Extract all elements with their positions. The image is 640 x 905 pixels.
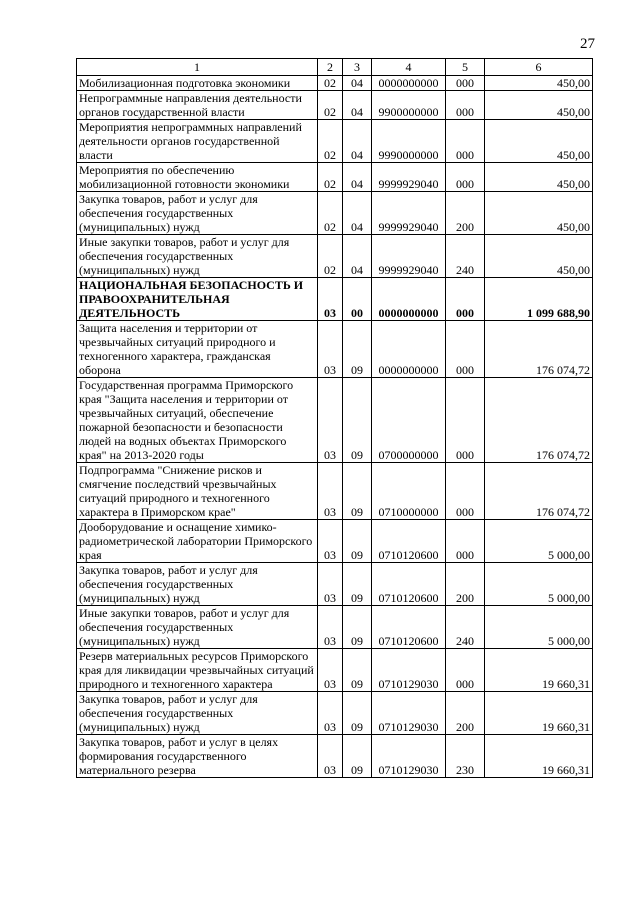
row-subsection-cell: 09 bbox=[343, 606, 372, 649]
budget-table bbox=[76, 58, 593, 778]
header-row bbox=[77, 59, 593, 76]
row-amount-cell: 5 000,00 bbox=[485, 563, 593, 606]
row-name-cell: Мероприятия по обеспечению мобилизационной готовности экономики bbox=[77, 163, 318, 192]
row-target-code-cell: 9999929040 bbox=[372, 235, 446, 278]
table-row bbox=[77, 235, 593, 278]
row-section-cell: 03 bbox=[318, 321, 343, 378]
row-name-cell: НАЦИОНАЛЬНАЯ БЕЗОПАСНОСТЬ И ПРАВООХРАНИТЕЛЬНАЯ ДЕЯТЕЛЬНОСТЬ bbox=[77, 278, 318, 321]
row-subsection-cell: 04 bbox=[343, 91, 372, 120]
row-section-cell: 02 bbox=[318, 120, 343, 163]
row-amount-cell: 450,00 bbox=[485, 192, 593, 235]
header-cell-2: 2 bbox=[318, 59, 343, 76]
row-expense-type-cell: 000 bbox=[446, 463, 485, 520]
table-row bbox=[77, 649, 593, 692]
row-expense-type-cell: 000 bbox=[446, 378, 485, 463]
table-row bbox=[77, 463, 593, 520]
row-target-code-cell: 0710120600 bbox=[372, 520, 446, 563]
row-subsection-cell: 09 bbox=[343, 463, 372, 520]
row-amount-cell: 450,00 bbox=[485, 120, 593, 163]
row-section-cell: 02 bbox=[318, 76, 343, 91]
row-name-cell: Мероприятия непрограммных направлений деятельности органов государственной власти bbox=[77, 120, 318, 163]
table-row bbox=[77, 735, 593, 778]
row-amount-cell: 19 660,31 bbox=[485, 692, 593, 735]
header-cell-3: 3 bbox=[343, 59, 372, 76]
row-subsection-cell: 04 bbox=[343, 235, 372, 278]
row-amount-cell: 5 000,00 bbox=[485, 520, 593, 563]
row-expense-type-cell: 200 bbox=[446, 563, 485, 606]
row-section-cell: 03 bbox=[318, 735, 343, 778]
row-subsection-cell: 09 bbox=[343, 520, 372, 563]
table-row bbox=[77, 520, 593, 563]
row-amount-cell: 1 099 688,90 bbox=[485, 278, 593, 321]
row-amount-cell: 450,00 bbox=[485, 76, 593, 91]
table-row bbox=[77, 76, 593, 91]
row-target-code-cell: 0700000000 bbox=[372, 378, 446, 463]
row-target-code-cell: 0710000000 bbox=[372, 463, 446, 520]
row-section-cell: 03 bbox=[318, 520, 343, 563]
table-row bbox=[77, 192, 593, 235]
row-section-cell: 02 bbox=[318, 91, 343, 120]
row-name-cell: Закупка товаров, работ и услуг в целях формирования государственного материального резерва bbox=[77, 735, 318, 778]
table-row bbox=[77, 378, 593, 463]
row-target-code-cell: 0710129030 bbox=[372, 735, 446, 778]
table-row-section-total bbox=[77, 278, 593, 321]
row-section-cell: 03 bbox=[318, 463, 343, 520]
row-target-code-cell: 0000000000 bbox=[372, 278, 446, 321]
row-expense-type-cell: 200 bbox=[446, 192, 485, 235]
row-amount-cell: 176 074,72 bbox=[485, 378, 593, 463]
row-name-cell: Иные закупки товаров, работ и услуг для обеспечения государственных (муниципальных) нужд bbox=[77, 606, 318, 649]
row-subsection-cell: 04 bbox=[343, 192, 372, 235]
row-section-cell: 03 bbox=[318, 649, 343, 692]
row-target-code-cell: 9999929040 bbox=[372, 192, 446, 235]
row-subsection-cell: 09 bbox=[343, 378, 372, 463]
row-subsection-cell: 04 bbox=[343, 120, 372, 163]
table-row bbox=[77, 606, 593, 649]
row-amount-cell: 450,00 bbox=[485, 235, 593, 278]
row-subsection-cell: 00 bbox=[343, 278, 372, 321]
row-expense-type-cell: 000 bbox=[446, 321, 485, 378]
row-target-code-cell: 9990000000 bbox=[372, 120, 446, 163]
row-target-code-cell: 9900000000 bbox=[372, 91, 446, 120]
row-target-code-cell: 9999929040 bbox=[372, 163, 446, 192]
row-expense-type-cell: 000 bbox=[446, 91, 485, 120]
row-name-cell: Закупка товаров, работ и услуг для обеспечения государственных (муниципальных) нужд bbox=[77, 192, 318, 235]
row-section-cell: 02 bbox=[318, 163, 343, 192]
row-target-code-cell: 0710120600 bbox=[372, 606, 446, 649]
row-name-cell: Государственная программа Приморского края "Защита населения и территории от чрезвычайных ситуаций, обеспечение пожарной безопасности и безопасности людей на водных объектах Приморского края" на 2013-2020 годы bbox=[77, 378, 318, 463]
row-expense-type-cell: 000 bbox=[446, 76, 485, 91]
row-expense-type-cell: 240 bbox=[446, 235, 485, 278]
row-target-code-cell: 0710120600 bbox=[372, 563, 446, 606]
row-name-cell: Закупка товаров, работ и услуг для обеспечения государственных (муниципальных) нужд bbox=[77, 692, 318, 735]
row-amount-cell: 5 000,00 bbox=[485, 606, 593, 649]
row-name-cell: Непрограммные направления деятельности органов государственной власти bbox=[77, 91, 318, 120]
row-name-cell: Защита населения и территории от чрезвычайных ситуаций природного и техногенного характера, гражданская оборона bbox=[77, 321, 318, 378]
row-section-cell: 03 bbox=[318, 278, 343, 321]
row-target-code-cell: 0000000000 bbox=[372, 76, 446, 91]
row-subsection-cell: 04 bbox=[343, 76, 372, 91]
row-target-code-cell: 0000000000 bbox=[372, 321, 446, 378]
row-amount-cell: 19 660,31 bbox=[485, 649, 593, 692]
row-amount-cell: 450,00 bbox=[485, 91, 593, 120]
row-amount-cell: 176 074,72 bbox=[485, 321, 593, 378]
header-cell-5: 5 bbox=[446, 59, 485, 76]
header-cell-6: 6 bbox=[485, 59, 593, 76]
table-row bbox=[77, 120, 593, 163]
row-expense-type-cell: 230 bbox=[446, 735, 485, 778]
row-name-cell: Закупка товаров, работ и услуг для обеспечения государственных (муниципальных) нужд bbox=[77, 563, 318, 606]
row-name-cell: Мобилизационная подготовка экономики bbox=[77, 76, 318, 91]
row-subsection-cell: 09 bbox=[343, 735, 372, 778]
row-amount-cell: 450,00 bbox=[485, 163, 593, 192]
row-expense-type-cell: 240 bbox=[446, 606, 485, 649]
row-expense-type-cell: 000 bbox=[446, 649, 485, 692]
row-section-cell: 02 bbox=[318, 192, 343, 235]
row-subsection-cell: 09 bbox=[343, 649, 372, 692]
row-name-cell: Резерв материальных ресурсов Приморского края для ликвидации чрезвычайных ситуаций природного и техногенного характера bbox=[77, 649, 318, 692]
row-expense-type-cell: 000 bbox=[446, 163, 485, 192]
row-section-cell: 03 bbox=[318, 692, 343, 735]
table-row bbox=[77, 163, 593, 192]
row-expense-type-cell: 200 bbox=[446, 692, 485, 735]
row-section-cell: 03 bbox=[318, 378, 343, 463]
row-expense-type-cell: 000 bbox=[446, 278, 485, 321]
row-section-cell: 03 bbox=[318, 563, 343, 606]
row-subsection-cell: 09 bbox=[343, 563, 372, 606]
header-cell-1: 1 bbox=[77, 59, 318, 76]
table-row bbox=[77, 692, 593, 735]
row-subsection-cell: 09 bbox=[343, 692, 372, 735]
row-amount-cell: 19 660,31 bbox=[485, 735, 593, 778]
row-name-cell: Дооборудование и оснащение химико-радиометрической лаборатории Приморского края bbox=[77, 520, 318, 563]
row-subsection-cell: 04 bbox=[343, 163, 372, 192]
row-expense-type-cell: 000 bbox=[446, 120, 485, 163]
page-number: 27 bbox=[580, 36, 595, 52]
row-target-code-cell: 0710129030 bbox=[372, 649, 446, 692]
table-row bbox=[77, 321, 593, 378]
row-name-cell: Подпрограмма "Снижение рисков и смягчение последствий чрезвычайных ситуаций природного и техногенного характера в Приморском крае" bbox=[77, 463, 318, 520]
row-amount-cell: 176 074,72 bbox=[485, 463, 593, 520]
row-section-cell: 03 bbox=[318, 606, 343, 649]
row-expense-type-cell: 000 bbox=[446, 520, 485, 563]
table-row bbox=[77, 563, 593, 606]
row-name-cell: Иные закупки товаров, работ и услуг для обеспечения государственных (муниципальных) нужд bbox=[77, 235, 318, 278]
table-body bbox=[77, 76, 593, 778]
row-section-cell: 02 bbox=[318, 235, 343, 278]
row-subsection-cell: 09 bbox=[343, 321, 372, 378]
row-target-code-cell: 0710129030 bbox=[372, 692, 446, 735]
header-cell-4: 4 bbox=[372, 59, 446, 76]
table-row bbox=[77, 91, 593, 120]
